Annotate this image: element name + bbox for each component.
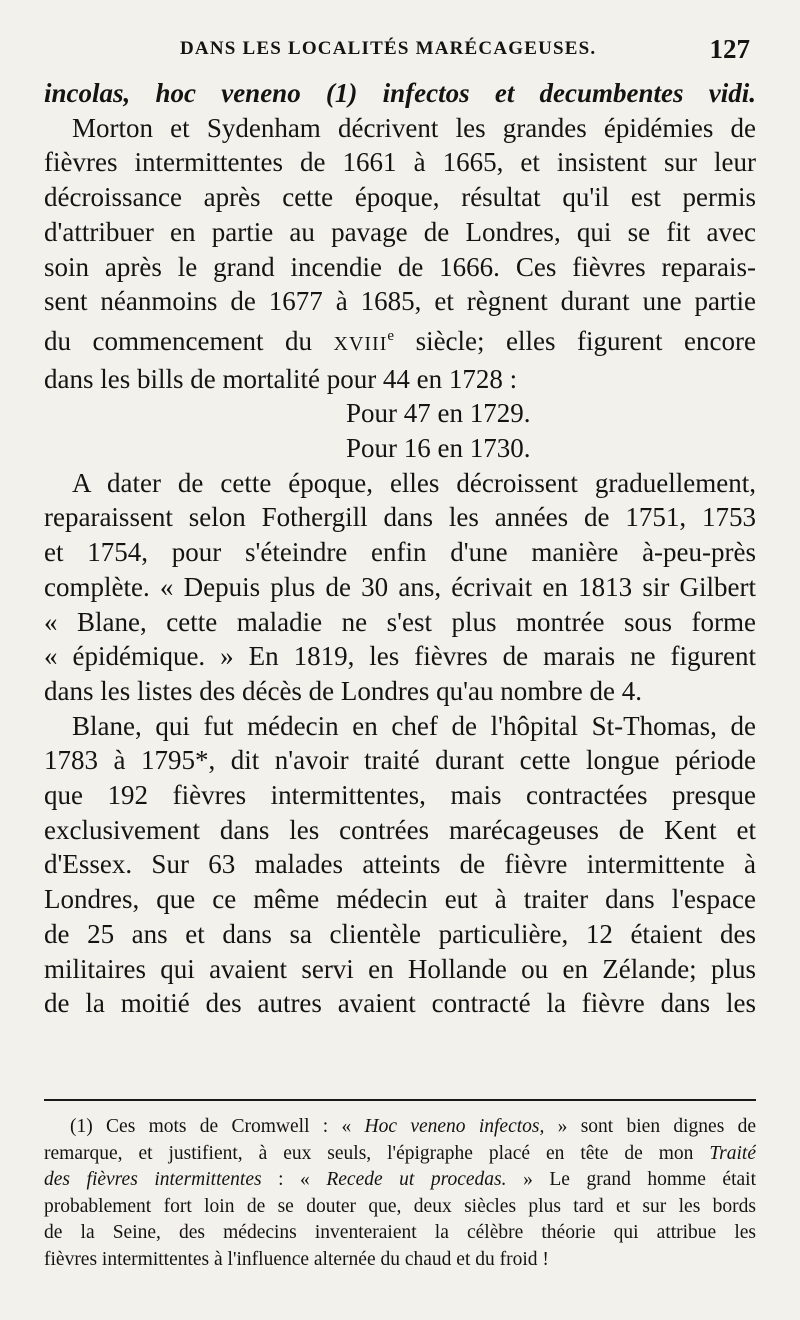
text-line: « Blane, cette maladie ne s'est plus montrée sous forme [44,606,756,637]
footnote-rule [44,1099,756,1101]
text-line [44,319,756,362]
text-segment: » Le grand homme était [506,1169,756,1191]
text-line: et 1754, pour s'éteindre enfin d'une manière à-peu-près [44,537,756,568]
mortality-entry: Pour 47 en 1729. [346,398,531,429]
text-line: militaires qui avaient servi en Hollande ou en Zélande; plus [44,953,756,984]
text-line: que 192 fièvres intermittentes, mais contractées presque [44,780,756,811]
running-title: DANS LES LOCALITÉS MARÉCAGEUSES. [180,38,597,59]
quotation: Hoc veneno infectos, [364,1116,545,1137]
body-text [44,76,756,1021]
footnote-line: de la Seine, des médecins inventeraient la célèbre théorie qui attribue les [44,1222,756,1244]
text-line: dans les listes des décès de Londres qu'au nombre de 4. [44,675,642,706]
text-segment: siècle; elles figurent encore [394,325,756,356]
century-numeral: XVIII [333,332,388,355]
paragraph-start: Morton et Sydenham décrivent les grandes épidémies de [72,112,756,143]
text-line: exclusivement dans les contrées marécageuses de Kent et [44,814,756,845]
text-line: dans les bills de mortalité pour 44 en 1728 : [44,363,518,394]
text-line: d'attribuer en partie au pavage de Londres, qui se fit avec [44,216,756,247]
footnote-line: probablement fort loin de se douter que, deux siècles plus tard et sur les bords [44,1195,756,1217]
text-line: d'Essex. Sur 63 malades atteints de fièvre intermittente à [44,849,756,880]
text-line: de 25 ans et dans sa clientèle particulière, 12 étaient des [44,918,756,949]
footnote-line: fièvres intermittentes à l'influence alternée du chaud et du froid ! [44,1248,549,1270]
text-segment: : « [261,1169,327,1191]
text-line: fièvres intermittentes de 1661 à 1665, et insistent sur leur [44,147,756,178]
superscript: e [387,327,395,344]
page-header [0,34,800,70]
text-segment: remarque, et justifient, à eux seuls, l'épigraphe placé en tête de mon [44,1142,710,1164]
quotation: Recede ut procedas. [326,1169,507,1191]
text-segment: du commencement du [44,325,334,356]
text-line: 1783 à 1795*, dit n'avoir traité durant cette longue période [44,745,756,776]
text-line: sent néanmoins de 1677 à 1685, et règnent durant une partie [44,286,756,317]
mortality-entry: Pour 16 en 1730. [346,433,531,464]
book-title: des fièvres intermittentes [44,1169,262,1191]
text-line: complète. « Depuis plus de 30 ans, écrivait en 1813 sir Gilbert [44,571,756,602]
text-line: reparaissent selon Fothergill dans les années de 1751, 1753 [44,502,756,533]
text-line: de la moitié des autres avaient contracté la fièvre dans les [44,988,756,1019]
page-number: 127 [709,34,750,64]
text-line: soin après le grand incendie de 1666. Ces fièvres reparais- [44,251,756,282]
footnote-line [44,1114,756,1141]
footnote-line [44,1167,756,1194]
book-title: Traité [709,1142,756,1164]
text-line: « épidémique. » En 1819, les fièvres de marais ne figurent [44,641,756,672]
text-segment: » sont bien dignes de [544,1116,756,1137]
text-line: Londres, que ce même médecin eut à traiter dans l'espace [44,884,756,915]
text-line: incolas, hoc veneno (1) infectos et decumbentes vidi. [44,78,756,108]
footnote-line [44,1141,756,1168]
paragraph-start: Blane, qui fut médecin en chef de l'hôpital St-Thomas, de [72,710,756,741]
text-line: décroissance après cette époque, résultat qu'il est permis [44,182,756,213]
text-segment: (1) Ces mots de Cromwell : « [70,1116,365,1137]
paragraph-start: A dater de cette époque, elles décroissent graduellement, [72,467,756,498]
footnote [44,1114,756,1274]
